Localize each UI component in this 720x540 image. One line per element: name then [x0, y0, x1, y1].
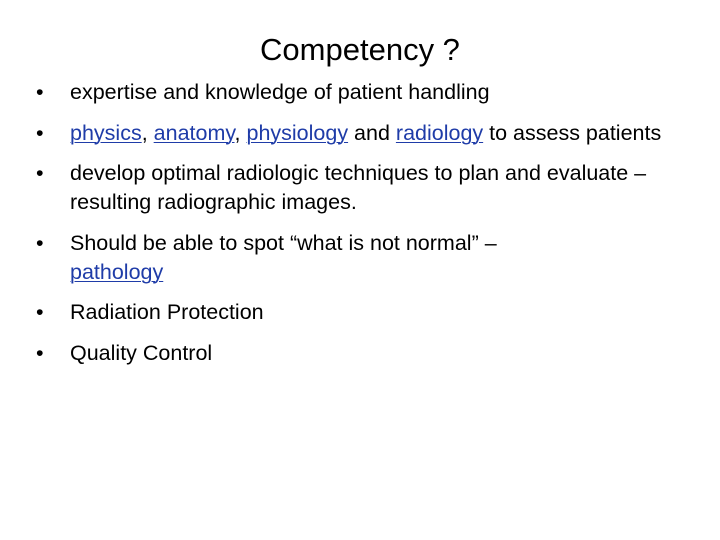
bullet-text: Radiation Protection [70, 300, 264, 324]
bullet-item [36, 119, 686, 148]
separator-text: , [234, 120, 247, 145]
bullet-text: develop optimal radiologic techniques to plan and evaluate – resulting radiographic images. [70, 161, 647, 214]
bullet-text: Should be able to spot “what is not normal” – [70, 230, 497, 255]
bullet-item [36, 298, 686, 327]
pathology-link[interactable]: pathology [70, 259, 164, 284]
bullet-icon: • [36, 230, 44, 255]
bullet-icon: • [36, 120, 44, 145]
bullet-icon: • [36, 80, 44, 104]
bullet-icon: • [36, 340, 44, 365]
separator-text: , [141, 120, 154, 145]
bullet-icon: • [36, 300, 44, 324]
bullet-item [36, 339, 686, 368]
bullet-text: expertise and knowledge of patient handling [70, 80, 490, 104]
bullet-list [36, 78, 686, 379]
bullet-item [36, 229, 686, 287]
bullet-icon: • [36, 161, 44, 185]
physics-link[interactable]: physics [70, 120, 142, 145]
bullet-text: to assess patients [483, 120, 662, 145]
slide-title: Competency ? [260, 32, 460, 67]
radiology-link[interactable]: radiology [395, 120, 484, 145]
physiology-link[interactable]: physiology [246, 120, 349, 145]
bullet-item [36, 78, 686, 107]
separator-text: and [348, 120, 396, 145]
bullet-text: Quality Control [70, 340, 213, 365]
anatomy-link[interactable]: anatomy [153, 120, 235, 145]
bullet-item [36, 159, 686, 217]
